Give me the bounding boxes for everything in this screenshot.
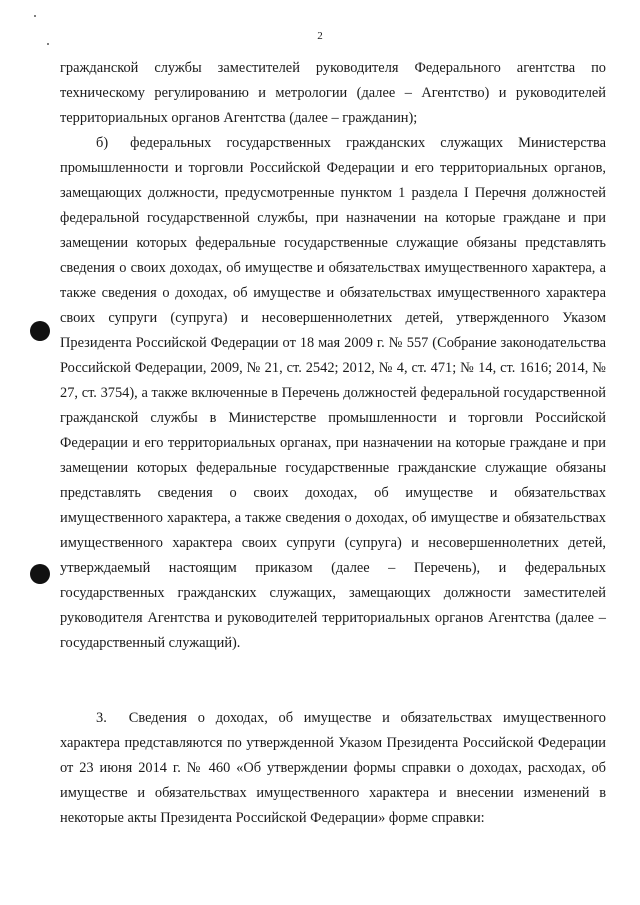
paragraph-item-b: [60, 131, 606, 656]
paragraph-text: федеральных государственных гражданских служащих Министерства промышленности и торговли Российской Федерации и его территориальных органов, замещающих должности, предусмотренные пунктом 1 раздела I Перечня должностей федеральной государственной службы, при назначении на которые граждане и при замещении которых федеральные государственные служащие обязаны представлять сведения о своих доходах, об имуществе и обязательствах имущественного характера, а также сведения о доходах, об имуществе и обязательствах имущественного характера своих супруги (супруга) и несовершеннолетних детей, утвержденного Указом Президента Российской Федерации от 18 мая 2009 г. № 557 (Собрание законодательства Российской Федерации, 2009, № 21, ст. 2542; 2012, № 4, ст. 471; № 14, ст. 1616; 2014, № 27, ст. 3754), а также включенные в Перечень должностей федеральной государственной гражданской службы в Министерстве промышленности и торговли Российской Федерации и его территориальных органах, при назначении на которые граждане и при замещении которых федеральные государственные гражданские служащие обязаны представлять сведения о своих доходах, об имуществе и обязательствах имущественного характера, а также сведения о доходах, об имуществе и обязательствах имущественного характера своих супруги (супруга) и несовершеннолетних детей, утверждаемый настоящим приказом (далее – Перечень), и федеральных государственных гражданских служащих, замещающих должности заместителей руководителя Агентства и руководителей территориальных органов Агентства (далее – государственный служащий).: [60, 135, 606, 651]
page-number: 2: [317, 30, 323, 42]
punch-hole: [30, 564, 50, 584]
item-label: б): [96, 135, 109, 151]
paragraph-text: гражданской службы заместителей руководителя Федерального агентства по техническому регулированию и метрологии (далее – Агентство) и руководителей территориальных органов Агентства (далее – гражданин);: [60, 60, 606, 126]
punch-hole: [30, 321, 50, 341]
scan-speck: [47, 43, 49, 45]
paragraph-body: [60, 131, 606, 656]
item-label: 3.: [96, 710, 107, 726]
scan-speck: [34, 15, 36, 17]
paragraph-body: [60, 706, 606, 831]
paragraph-item-3: [60, 706, 606, 831]
paragraph-continuation: [60, 56, 606, 131]
paragraph-text: Сведения о доходах, об имуществе и обязательствах имущественного характера представляются по утвержденной Указом Президента Российской Федерации от 23 июня 2014 г. № 460 «Об утверждении формы справки о доходах, расходах, об имуществе и обязательствах имущественного характера и внесении изменений в некоторые акты Президента Российской Федерации» форме справки:: [60, 710, 606, 826]
